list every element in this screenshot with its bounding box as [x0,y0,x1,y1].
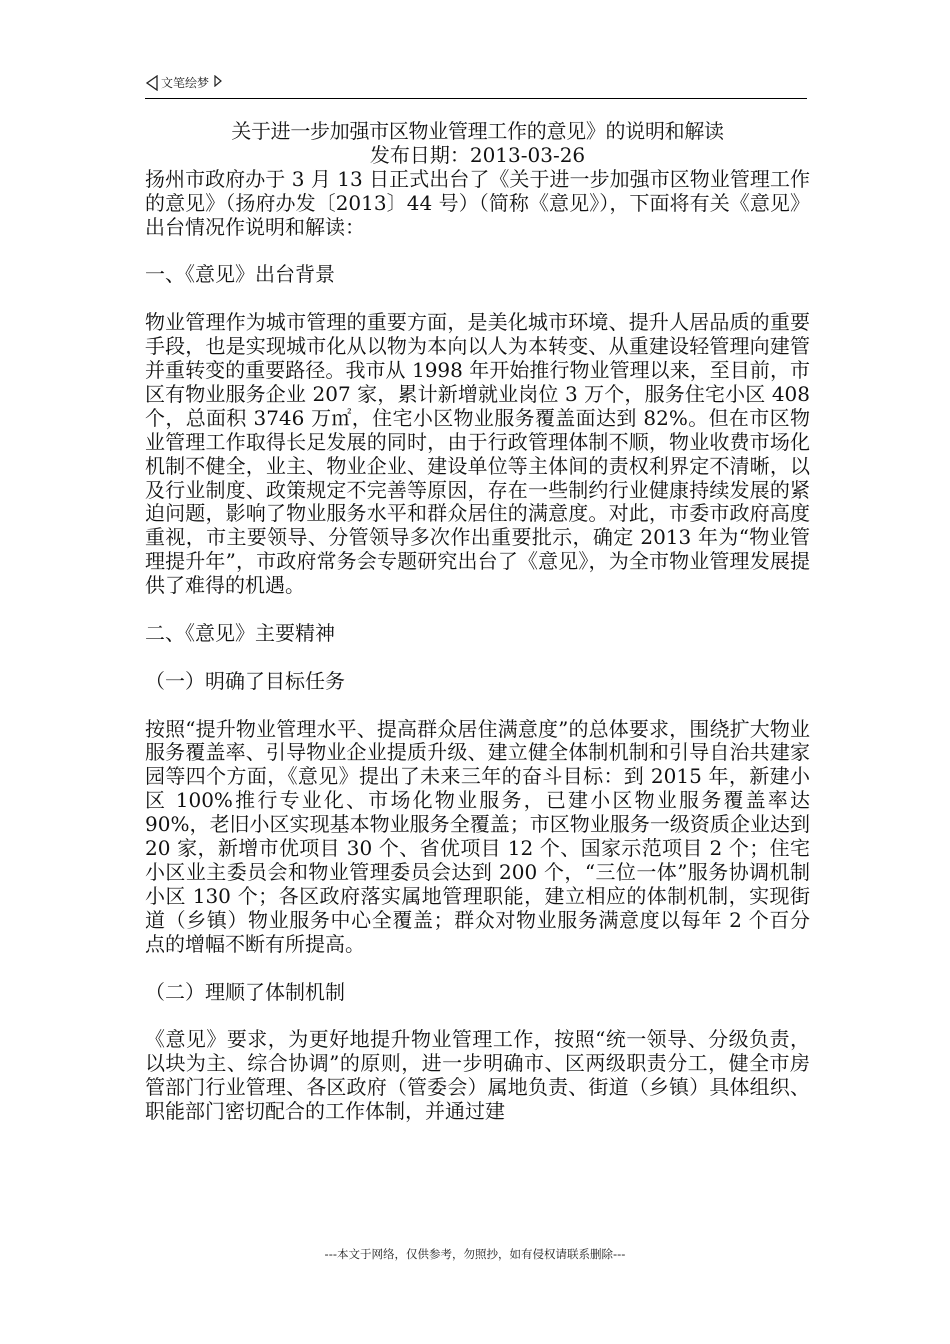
section-2-heading: 二、《意见》主要精神 [145,620,335,645]
brand-name: 文笔绘梦 [161,76,210,90]
document-body [145,120,810,1124]
section-1-paragraph: 物业管理作为城市管理的重要方面，是美化城市环境、提升人居品质的重要手段，也是实现城市化从以物为本向以人为本转变、从重建设轻管理向建管并重转变的重要路径。我市从 1998 年开始推行物业管理以来，至目前，市区有物业服务企业 207 家，累计新增就业岗位 3 万个，服务住宅小区 408 个，总面积 3746 万㎡，住宅小区物业服务覆盖面达到 82%。但在市区物业管理工作取得长足发展的同时，由于行政管理体制不顺，物业收费市场化机制不健全，业主、物业企业、建设单位等主体间的责权利界定不清晰，以及行业制度、政策规定不完善等原因，存在一些制约行业健康持续发展的紧迫问题，影响了物业服务水平和群众居住的满意度。对此，市委市政府高度重视，市主要领导、分管领导多次作出重要批示，确定 2013 年为“物业管理提升年”，市政府常务会专题研究出台了《意见》，为全市物业管理发展提供了难得的机遇。 [145,310,810,598]
triangle-right-icon [213,75,227,91]
footer-disclaimer: ---本文于网络，仅供参考，勿照抄，如有侵权请联系删除--- [324,1247,626,1261]
subsection-1-paragraph: 按照“提升物业管理水平、提高群众居住满意度”的总体要求，围绕扩大物业服务覆盖率、引导物业企业提质升级、建立健全体制机制和引导自治共建家园等四个方面，《意见》提出了未来三年的奋斗目标：到 2015 年，新建小区 100%推行专业化、市场化物业服务，已建小区物业服务覆盖率达 90%，老旧小区实现基本物业服务全覆盖；市区物业服务一级资质企业达到 20 家，新增市优项目 30 个、省优项目 12 个、国家示范项目 2 个；住宅小区业主委员会和物业管理委员会达到 200 个，“三位一体”服务协调机制小区 130 个；各区政府落实属地管理职能，建立相应的体制机制，实现街道（乡镇）物业服务中心全覆盖；群众对物业服务满意度以每年 2 个百分点的增幅不断有所提高。 [145,716,810,956]
publish-date: 发布日期：2013-03-26 [369,142,586,167]
brand-logo [145,74,227,91]
subsection-2-paragraph: 《意见》要求，为更好地提升物业管理工作，按照“统一领导、分级负责，以块为主、综合协调”的原则，进一步明确市、区两级职责分工，健全市房管部门行业管理、各区政府（管委会）属地负责、街道（乡镇）具体组织、职能部门密切配合的工作体制，并通过建 [145,1027,810,1124]
triangle-left-icon [145,75,159,91]
intro-paragraph: 扬州市政府办于 3 月 13 日正式出台了《关于进一步加强市区物业管理工作的意见》（扬府办发〔2013〕44 号）（简称《意见》），下面将有关《意见》出台情况作说明和解读： [145,166,810,239]
subsection-2-heading: （二）理顺了体制机制 [145,979,345,1004]
page-header [145,72,807,99]
subsection-1-heading: （一）明确了目标任务 [145,668,345,693]
section-1-heading: 一、《意见》出台背景 [145,262,335,287]
document-title: 关于进一步加强市区物业管理工作的意见》的说明和解读 [231,119,724,143]
